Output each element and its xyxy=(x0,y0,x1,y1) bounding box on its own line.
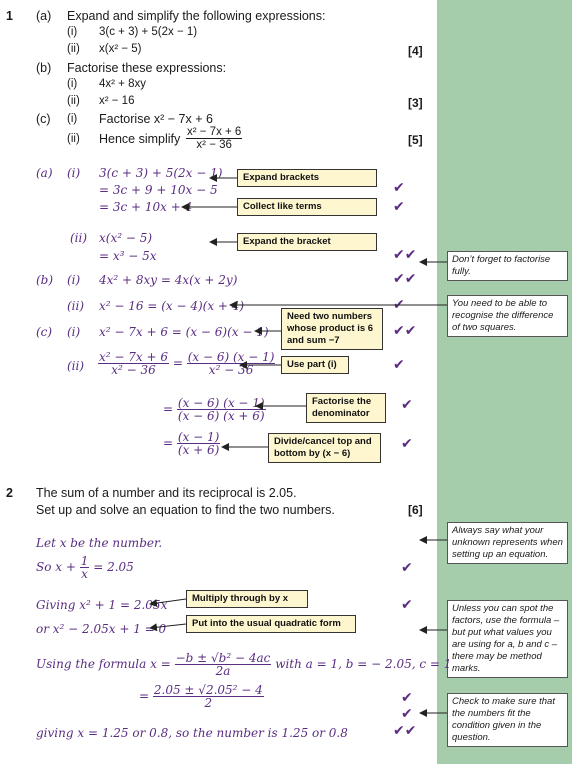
tick-mark: ✔ xyxy=(401,560,413,576)
answer-line: Let x be the number. xyxy=(36,536,163,550)
note-unless-spot: Unless you can spot the factors, use the formula – but put what values you are using for a, b and c – there may be method marks. xyxy=(447,600,568,678)
mark-allocation: [3] xyxy=(408,96,423,110)
question-number: 1 xyxy=(6,9,13,23)
question-number: 2 xyxy=(6,486,13,500)
answer-line: x(x² − 5) xyxy=(99,231,153,245)
subpart-label: (i) xyxy=(67,26,78,38)
answer-subpart-label: (i) xyxy=(67,166,81,180)
answer-line: or x² − 2.05x + 1 = 0 xyxy=(36,622,167,636)
question-fraction: $\frac{\text{x² − 7x + 6}}{\text{x² − 36}}$ xyxy=(187,126,242,151)
callout-collect-like-terms: Collect like terms xyxy=(237,198,377,216)
arrow xyxy=(150,624,186,628)
subpart-label: (ii) xyxy=(67,95,80,107)
callout-expand-bracket: Expand the bracket xyxy=(237,233,377,251)
callout-divide-cancel: Divide/cancel top and bottom by (x − 6) xyxy=(268,433,381,463)
subpart-label: (i) xyxy=(67,78,78,90)
callout-use-part: Use part (i) xyxy=(281,356,349,374)
answer-line: x² − 7x + 6 = (x − 6)(x − 1) xyxy=(99,325,269,339)
answer-line: = x³ − 5x xyxy=(99,249,157,263)
callout-factorise-denominator: Factorise the denominator xyxy=(306,393,386,423)
part-label: (b) xyxy=(36,61,52,75)
question-expression: x(x² − 5) xyxy=(99,43,142,55)
question-text: Expand and simplify the following expressions: xyxy=(67,9,326,23)
callout-multiply-through: Multiply through by x xyxy=(186,590,308,608)
subpart-label: (i) xyxy=(67,113,78,125)
answer-subpart-label: (i) xyxy=(67,325,81,339)
answer-line: Giving x² + 1 = 2.05x xyxy=(36,598,168,612)
tick-mark: ✔✔ xyxy=(393,247,417,263)
mark-allocation: [4] xyxy=(408,44,423,58)
question-text: Factorise these expressions: xyxy=(67,61,227,75)
answer-part-label: (a) xyxy=(36,166,53,180)
callout-two-numbers: Need two numbers whose product is 6 and sum −7 xyxy=(281,308,383,350)
tick-mark: ✔ xyxy=(393,180,405,196)
subpart-label: (ii) xyxy=(67,43,80,55)
answer-fraction: = $\frac{(x - 6) (x - 1)}{(x - 6) (x + 6)}$ xyxy=(163,396,265,423)
question-text: The sum of a number and its reciprocal is 2.05. xyxy=(36,486,297,500)
answer-line: = $\frac{\text{2.05 ± √2.05² − 4}}{2}$ xyxy=(139,683,263,710)
subpart-label: (ii) xyxy=(67,133,80,145)
answer-line: 4x² + 8xy = 4x(x + 2y) xyxy=(99,273,238,287)
question-text: Hence simplify xyxy=(99,132,181,146)
note-check-numbers: Check to make sure that the numbers fit the condition given in the question. xyxy=(447,693,568,747)
answer-subpart-label: (ii) xyxy=(70,231,88,245)
note-difference-of-squares: You need to be able to recognise the difference of two squares. xyxy=(447,295,568,337)
tick-mark: ✔ xyxy=(393,199,405,215)
tick-mark: ✔✔ xyxy=(393,323,417,339)
answer-subpart-label: (ii) xyxy=(67,299,85,313)
tick-mark: ✔ xyxy=(401,397,413,413)
question-text: Factorise x² − 7x + 6 xyxy=(99,112,213,126)
answer-line: Using the formula x = $\frac{\text{−b ± √b² − 4ac}}{2a}$ with a = 1, b = − 2.05, c = 1 xyxy=(36,651,452,678)
answer-fraction: = $\frac{(x - 1)}{(x + 6)}$ xyxy=(163,430,220,457)
answer-line: = 3c + 9 + 10x − 5 xyxy=(99,183,218,197)
answer-subpart-label: (ii) xyxy=(67,359,85,373)
tick-mark: ✔ xyxy=(393,357,405,373)
answer-line: So x + $\frac{1}{x}$ = 2.05 xyxy=(36,554,134,581)
tick-mark: ✔ xyxy=(393,297,405,313)
tick-mark: ✔ xyxy=(401,597,413,613)
answer-line: = 3c + 10x + 4 xyxy=(99,200,193,214)
answer-line: giving x = 1.25 or 0.8, so the number is 1.25 or 0.8 xyxy=(36,726,348,740)
question-expression: x² − 16 xyxy=(99,95,135,107)
arrow xyxy=(150,599,186,604)
question-expression: 4x² + 8xy xyxy=(99,78,146,90)
mark-allocation: [6] xyxy=(408,503,423,517)
question-expression: 3(c + 3) + 5(2x − 1) xyxy=(99,26,198,38)
callout-expand-brackets: Expand brackets xyxy=(237,169,377,187)
tick-mark: ✔✔ xyxy=(393,723,417,739)
note-factorise-fully: Don’t forget to factorise fully. xyxy=(447,251,568,281)
tick-mark: ✔ xyxy=(401,706,413,722)
answer-part-label: (b) xyxy=(36,273,54,287)
question-text: Set up and solve an equation to find the two numbers. xyxy=(36,503,335,517)
answer-part-label: (c) xyxy=(36,325,53,339)
answer-line: x² − 16 = (x − 4)(x + 4) xyxy=(99,299,245,313)
answer-subpart-label: (i) xyxy=(67,273,81,287)
tick-mark: ✔ xyxy=(401,690,413,706)
part-label: (a) xyxy=(36,9,52,23)
note-always-say: Always say what your unknown represents when setting up an equation. xyxy=(447,522,568,564)
answer-fraction: $\frac{\text{x² − 7x + 6}}{\text{x² − 36}}$ = $\frac{(x - 6) (x - 1)}{\text{x² − 36}}$ xyxy=(99,350,275,377)
tick-mark: ✔ xyxy=(401,436,413,452)
mark-allocation: [5] xyxy=(408,133,423,147)
callout-quadratic-form: Put into the usual quadratic form xyxy=(186,615,356,633)
part-label: (c) xyxy=(36,112,51,126)
tick-mark: ✔✔ xyxy=(393,271,417,287)
answer-line: 3(c + 3) + 5(2x − 1) xyxy=(99,166,223,180)
